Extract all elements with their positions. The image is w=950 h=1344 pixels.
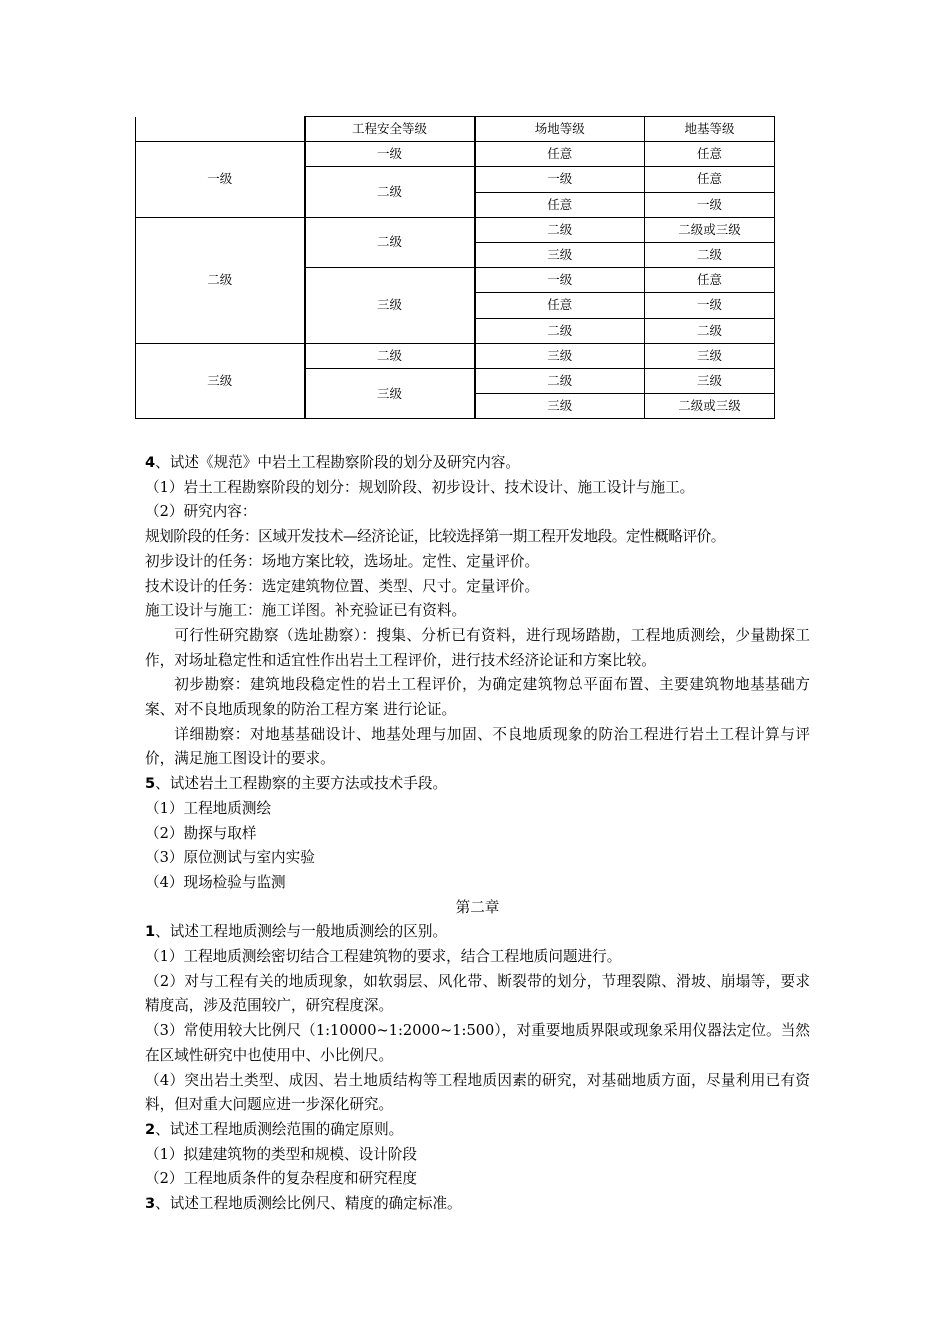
question-text: 、试述岩土工程勘察的主要方法或技术手段。 — [155, 775, 448, 793]
answer-line: （1）岩土工程勘察阶段的划分：规划阶段、初步设计、技术设计、施工设计与施工。 — [145, 478, 695, 496]
header-cell-foundation-grade: 地基等级 — [645, 117, 775, 142]
question-5 — [145, 772, 810, 797]
foundation-grade-cell: 二级或三级 — [645, 394, 775, 419]
answer-line: （3）原位测试与室内实验 — [145, 849, 315, 867]
site-grade-cell: 一级 — [475, 167, 645, 192]
answer-line: 施工设计与施工：施工详图。补充验证已有资料。 — [145, 602, 467, 620]
foundation-grade-cell: 三级 — [645, 343, 775, 368]
foundation-grade-cell: 二级或三级 — [645, 217, 775, 242]
question-text: 、试述工程地质测绘比例尺、精度的确定标准。 — [155, 1195, 462, 1213]
answer-line: （1）工程地质测绘密切结合工程建筑物的要求，结合工程地质问题进行。 — [145, 948, 622, 966]
answer-paragraph: （3）常使用较大比例尺（1:10000~1:2000~1:500），对重要地质界限或现象采用仪器法定位。当然在区域性研究中也使用中、小比例尺。 — [145, 1022, 810, 1064]
foundation-grade-cell: 一级 — [645, 192, 775, 217]
paragraph-preliminary-survey: 初步勘察：建筑地段稳定性的岩土工程评价，为确定建筑物总平面布置、主要建筑物地基基础方案、对不良地质现象的防治工程方案 进行论证。 — [145, 676, 810, 719]
foundation-grade-cell: 任意 — [645, 268, 775, 293]
site-grade-cell: 一级 — [475, 268, 645, 293]
answer-paragraph: （4）突出岩土类型、成因、岩土地质结构等工程地质因素的研究，对基础地质方面，尽量利用已有资料，但对重大问题应进一步深化研究。 — [145, 1071, 810, 1114]
question-4 — [145, 451, 810, 476]
answer-line: 初步设计的任务：场地方案比较，选场址。定性、定量评价。 — [145, 552, 540, 570]
answer-line: （1）工程地质测绘 — [145, 799, 272, 817]
table-row — [136, 142, 775, 167]
table-row — [136, 343, 775, 368]
foundation-grade-cell: 二级 — [645, 318, 775, 343]
row-group-label: 三级 — [136, 343, 305, 419]
safety-grade-cell: 二级 — [305, 217, 475, 267]
site-grade-cell: 任意 — [475, 293, 645, 318]
table-header-row — [136, 117, 775, 142]
answer-line: （1）拟建建筑物的类型和规模、设计阶段 — [145, 1145, 417, 1163]
header-cell-site-grade: 场地等级 — [475, 117, 645, 142]
site-grade-cell: 任意 — [475, 192, 645, 217]
safety-grade-cell: 二级 — [305, 343, 475, 368]
answer-line: 技术设计的任务：选定建筑物位置、类型、尺寸。定量评价。 — [145, 577, 540, 595]
foundation-grade-cell: 任意 — [645, 142, 775, 167]
header-cell-safety-grade: 工程安全等级 — [305, 117, 475, 142]
site-grade-cell: 任意 — [475, 142, 645, 167]
site-grade-cell: 二级 — [475, 318, 645, 343]
grade-table — [135, 116, 775, 419]
answer-line: 规划阶段的任务：区域开发技术—经济论证，比较选择第一期工程开发地段。定性概略评价。 — [145, 528, 725, 546]
foundation-grade-cell: 任意 — [645, 167, 775, 192]
answer-paragraph: （2）对与工程有关的地质现象，如软弱层、风化带、断裂带的划分，节理裂隙、滑坡、崩塌等，要求精度高，涉及范围较广，研究程度深。 — [145, 972, 810, 1015]
question-number: 3 — [145, 1195, 156, 1213]
answer-line: （2）研究内容： — [145, 503, 257, 521]
site-grade-cell: 三级 — [475, 343, 645, 368]
answer-line: （2）勘探与取样 — [145, 824, 257, 842]
question-number: 1 — [145, 923, 156, 941]
header-cell-blank — [136, 117, 305, 142]
question-c2-3 — [145, 1192, 810, 1217]
question-number: 2 — [145, 1120, 156, 1138]
question-text: 、试述工程地质测绘与一般地质测绘的区别。 — [155, 923, 448, 941]
question-text: 、试述工程地质测绘范围的确定原则。 — [155, 1120, 404, 1138]
chapter-heading: 第二章 — [455, 898, 500, 916]
site-grade-cell: 三级 — [475, 394, 645, 419]
foundation-grade-cell: 三级 — [645, 368, 775, 393]
question-number: 4 — [145, 454, 156, 471]
answer-line: （4）现场检验与监测 — [145, 873, 286, 891]
question-c2-2 — [145, 1118, 810, 1143]
question-text: 、试述《规范》中岩土工程勘察阶段的划分及研究内容。 — [155, 454, 521, 471]
paragraph-detailed-survey: 详细勘察：对地基基础设计、地基处理与加固、不良地质现象的防治工程进行岩土工程计算与评价，满足施工图设计的要求。 — [145, 725, 810, 768]
safety-grade-cell: 一级 — [305, 142, 475, 167]
safety-grade-cell: 二级 — [305, 167, 475, 217]
safety-grade-cell: 三级 — [305, 268, 475, 344]
paragraph-feasibility-survey: 可行性研究勘察（选址勘察）：搜集、分析已有资料，进行现场踏勘，工程地质测绘，少量勘探工作，对场址稳定性和适宜性作出岩土工程评价，进行技术经济论证和方案比较。 — [145, 626, 810, 669]
answer-line: （2）工程地质条件的复杂程度和研究程度 — [145, 1170, 417, 1188]
foundation-grade-cell: 一级 — [645, 293, 775, 318]
foundation-grade-cell: 二级 — [645, 242, 775, 267]
question-c2-1 — [145, 920, 810, 945]
document-body — [145, 451, 810, 1217]
table-row — [136, 217, 775, 242]
site-grade-cell: 三级 — [475, 242, 645, 267]
safety-grade-cell: 三级 — [305, 368, 475, 418]
site-grade-cell: 二级 — [475, 368, 645, 393]
row-group-label: 一级 — [136, 142, 305, 218]
site-grade-cell: 二级 — [475, 217, 645, 242]
question-number: 5 — [145, 775, 156, 793]
row-group-label: 二级 — [136, 217, 305, 343]
